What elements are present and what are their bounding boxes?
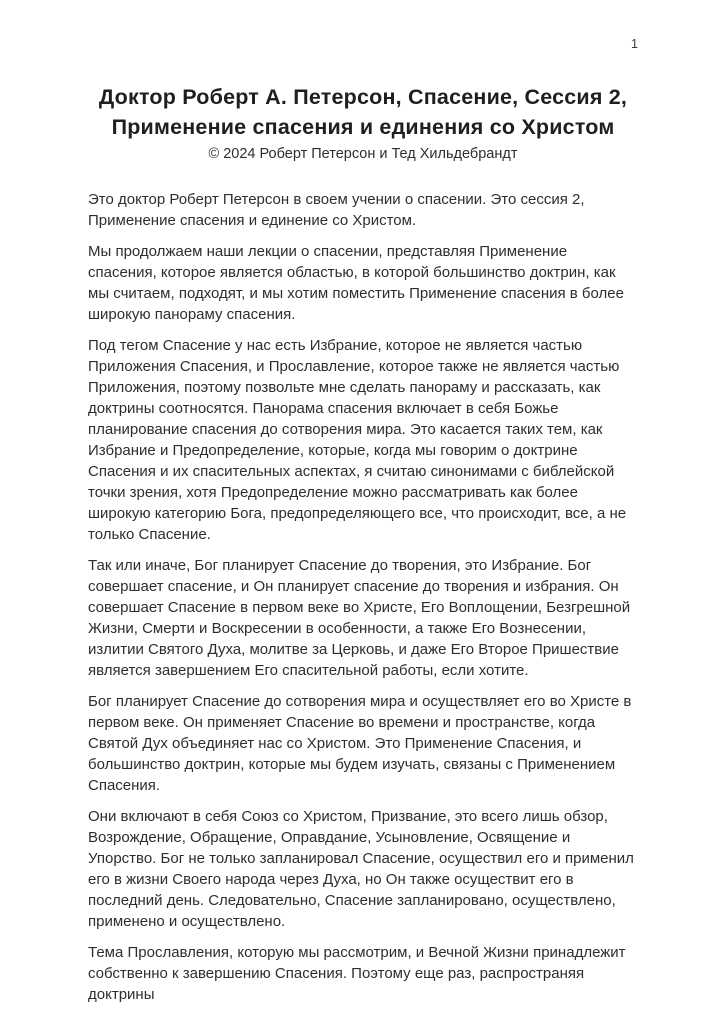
paragraph-intro: Это доктор Роберт Петерсон в своем учении о спасении. Это сессия 2, Применение спасения и единение со Христом. (88, 191, 585, 229)
document-title (88, 82, 638, 142)
document-title-line-2: Применение спасения и единения со Христом (111, 115, 615, 139)
paragraph-salvation-panorama: Под тегом Спасение у нас есть Избрание, которое не является частью Приложения Спасения, и Прославление, которое также не является частью Приложения, поэтому позвольте мне сделать панораму и рассказать, как доктрины соотносятся. Панорама спасения включает в себя Божье планирование спасения до сотворения мира. Это касается таких тем, как Избрание и Предопределение, которые, когда мы говорим о доктрине Спасения и их спасительных аспектах, я считаю синонимами с библейской точки зрения, хотя Предопределение можно рассматривать как более широкую категорию Бога, предопределяющего все, что происходит, все, а не только Спасение. (88, 337, 627, 543)
paragraph-lectures-continue: Мы продолжаем наши лекции о спасении, представляя Применение спасения, которое является областью, в которой большинство доктрин, как мы считаем, подходят, и мы хотим поместить Применение спасения в более широкую панораму спасения. (88, 243, 624, 323)
page-number: 1 (631, 37, 638, 51)
paragraph-election-plan: Так или иначе, Бог планирует Спасение до творения, это Избрание. Бог совершает спасение, и Он планирует спасение до творения и избрания. Он совершает Спасение в первом веке во Христе, Его Воплощении, Безгрешной Жизни, Смерти и Воскресении в особенности, а также Его Вознесении, излитии Святого Духа, молитве за Церковь, и даже Его Второе Пришествие является завершением Его спасительной работы, если хотите. (88, 557, 631, 679)
document-body (88, 189, 638, 1005)
paragraph-glorification: Тема Прославления, которую мы рассмотрим, и Вечной Жизни принадлежит собственно к завершению Спасения. Поэтому еще раз, распространяя доктрины (88, 944, 626, 1003)
document-title-line-1: Доктор Роберт А. Петерсон, Спасение, Сессия 2, (98, 85, 628, 109)
paragraph-doctrine-list: Они включают в себя Союз со Христом, Призвание, это всего лишь обзор, Возрождение, Обращение, Оправдание, Усыновление, Освящение и Упорство. Бог не только запланировал Спасение, осуществил его и применил его в жизни Своего народа через Духа, но Он также осуществит его в последний день. Следовательно, Спасение запланировано, осуществлено, применено и осуществлено. (88, 808, 634, 930)
paragraph-application-of-salvation: Бог планирует Спасение до сотворения мира и осуществляет его во Христе в первом веке. Он применяет Спасение во времени и пространстве, когда Святой Дух объединяет нас со Христом. Это Применение Спасения, и большинство доктрин, которые мы будем изучать, связаны с Применением Спасения. (88, 693, 632, 794)
copyright-line: © 2024 Роберт Петерсон и Тед Хильдебрандт (208, 146, 518, 162)
